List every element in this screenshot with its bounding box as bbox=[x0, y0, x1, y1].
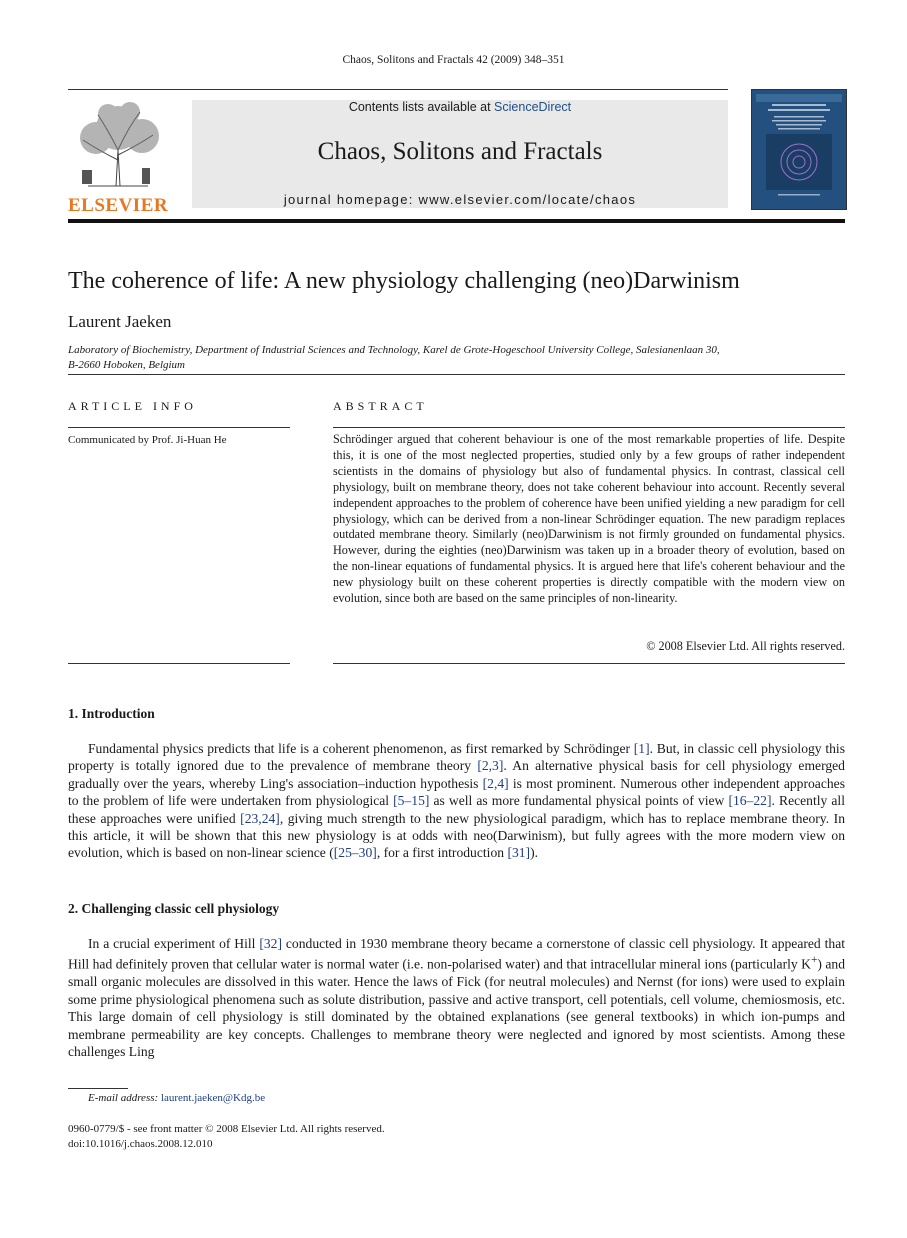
cover-art-icon bbox=[752, 90, 846, 209]
abstract-copyright: © 2008 Elsevier Ltd. All rights reserved. bbox=[646, 639, 845, 653]
communicated-by: Communicated by Prof. Ji-Huan He bbox=[68, 434, 227, 446]
issn-line: 0960-0779/$ - see front matter © 2008 Elsevier Ltd. All rights reserved. bbox=[68, 1123, 385, 1135]
reference-link[interactable]: [31] bbox=[507, 845, 531, 861]
email-link[interactable]: laurent.jaeken@Kdg.be bbox=[160, 1092, 266, 1104]
email-label: E-mail address: bbox=[88, 1092, 161, 1104]
header-thick-rule bbox=[68, 219, 845, 223]
abstract-text: Schrödinger argued that coherent behaviour is one of the most remarkable properties of life. Despite this, it is one of the most neglected properties, studied only by a few groups of rather independent scientists in the domains of physiology but also of fundamental physics. In contrast, classical cell physiology, built on membrane theory, does not take coherent behaviour into account. Recently several independent approaches to the problem of coherence have been unified yielding a new paradigm for cell physiology, which can be derived from a non-linear Schrödinger equation. The new paradigm replaces outdated membrane theory. Similarly (neo)Darwinism is not firmly grounded on fundamental physics. However, during the eighties (neo)Darwinism was taken up in a broader theory of evolution, based on the non-linear equations of fundamental physics. It is argued here that life's coherent behaviour and the new physiology built on these coherent properties is directly compatible with the modern view on evolution, since both are based on the same principles of non-linearity. bbox=[333, 432, 845, 606]
elsevier-logo[interactable] bbox=[68, 100, 169, 216]
abstract-bottom-rule bbox=[333, 663, 845, 664]
section-2-paragraph: In a crucial experiment of Hill [32] conducted in 1930 membrane theory became a cornerstone of classic cell physiology. It appeared that Hill had definitely proven that cellular water is normal water (i.e. non-polarised water) and that intracellular mineral ions (particularly K+) and small organic molecules are dissolved in this water. Hence the laws of Fick (for neutral molecules) and Nernst (for ions) were used to explain some prime physiological phenomena such as solute distribution, passive and active transport, cell potentials, cell volume, chemiosmosis, etc. This large domain of cell physiology is still dominated by the obtained explanations (see general textbooks) in which ion-pumps and membrane permeability are key concepts. Challenges to membrane theory were neglected and ignored by most scientists. Among these challenges Ling bbox=[68, 936, 845, 1059]
affiliation-line-2: B-2660 Hoboken, Belgium bbox=[68, 358, 185, 371]
reference-link[interactable]: [1] bbox=[633, 741, 650, 756]
elsevier-tree-icon bbox=[68, 100, 168, 188]
header-top-rule bbox=[68, 89, 728, 90]
section-1-heading: 1. Introduction bbox=[68, 706, 155, 721]
journal-banner bbox=[192, 100, 728, 208]
footnote-email bbox=[88, 1092, 265, 1104]
section-2-body bbox=[68, 935, 845, 1060]
reference-link[interactable]: [2,4] bbox=[482, 775, 509, 791]
journal-homepage[interactable]: journal homepage: www.elsevier.com/locate/chaos bbox=[283, 192, 637, 207]
abstract-heading: ABSTRACT bbox=[333, 399, 428, 413]
footer-identifiers bbox=[68, 1122, 385, 1151]
contents-prefix: Contents lists available at bbox=[348, 100, 495, 114]
footnote-rule bbox=[68, 1088, 128, 1089]
abstract-rule bbox=[333, 427, 845, 428]
section-1-paragraph: Fundamental physics predicts that life is a coherent phenomenon, as first remarked by Schrödinger [1]. But, in classic cell physiology this property is totally ignored due to the prevalence of membrane theory [2,3]. An alternative physical basis for cell physiology emerged gradually over the years, whereby Ling's association–induction hypothesis [2,4] is most prominent. Numerous other independent approaches to the problem of life were undertaken from physiological [5–15] as well as more fundamental physical points of view [16–22]. Recently all these approaches were unified [23,24], giving much strength to the new physiological paradigm, which has to replace membrane theory. In this article, it will be shown that this new physiology is at odds with neo(Darwinism), but fully agrees with the more modern view on evolution, which is based on non-linear science ([25–30], for a first introduction [31]). bbox=[68, 741, 845, 861]
journal-cover-thumbnail[interactable] bbox=[751, 89, 847, 210]
doi-line[interactable]: doi:10.1016/j.chaos.2008.12.010 bbox=[68, 1137, 213, 1150]
journal-citation: Chaos, Solitons and Fractals 42 (2009) 348–351 bbox=[342, 54, 565, 66]
reference-link[interactable]: [5–15] bbox=[393, 793, 430, 809]
article-info-rule bbox=[68, 427, 290, 428]
sciencedirect-link[interactable]: ScienceDirect bbox=[494, 100, 572, 114]
reference-link[interactable]: [2,3] bbox=[477, 758, 504, 774]
section-1-body bbox=[68, 740, 845, 862]
contents-line bbox=[192, 100, 728, 114]
journal-title: Chaos, Solitons and Fractals bbox=[317, 138, 603, 165]
section-2-heading: 2. Challenging classic cell physiology bbox=[68, 901, 280, 916]
reference-link[interactable]: [16–22] bbox=[728, 793, 772, 809]
affiliation-rule bbox=[68, 374, 845, 375]
reference-link[interactable]: [32] bbox=[259, 936, 282, 951]
reference-link[interactable]: [23,24] bbox=[240, 810, 280, 826]
superscript-plus: + bbox=[810, 954, 818, 967]
affiliation-line-1: Laboratory of Biochemistry, Department of Industrial Sciences and Technology, Karel de Grote-Hogeschool University College, Salesianenlaan 30, bbox=[68, 344, 720, 356]
article-info-heading: ARTICLE INFO bbox=[68, 399, 197, 413]
reference-link[interactable]: [25–30] bbox=[333, 845, 377, 861]
elsevier-wordmark: ELSEVIER bbox=[68, 195, 169, 216]
author-name: Laurent Jaeken bbox=[68, 312, 172, 331]
article-title: The coherence of life: A new physiology challenging (neo)Darwinism bbox=[68, 268, 740, 294]
author-affiliation bbox=[68, 343, 788, 372]
article-info-bottom-rule bbox=[68, 663, 290, 664]
